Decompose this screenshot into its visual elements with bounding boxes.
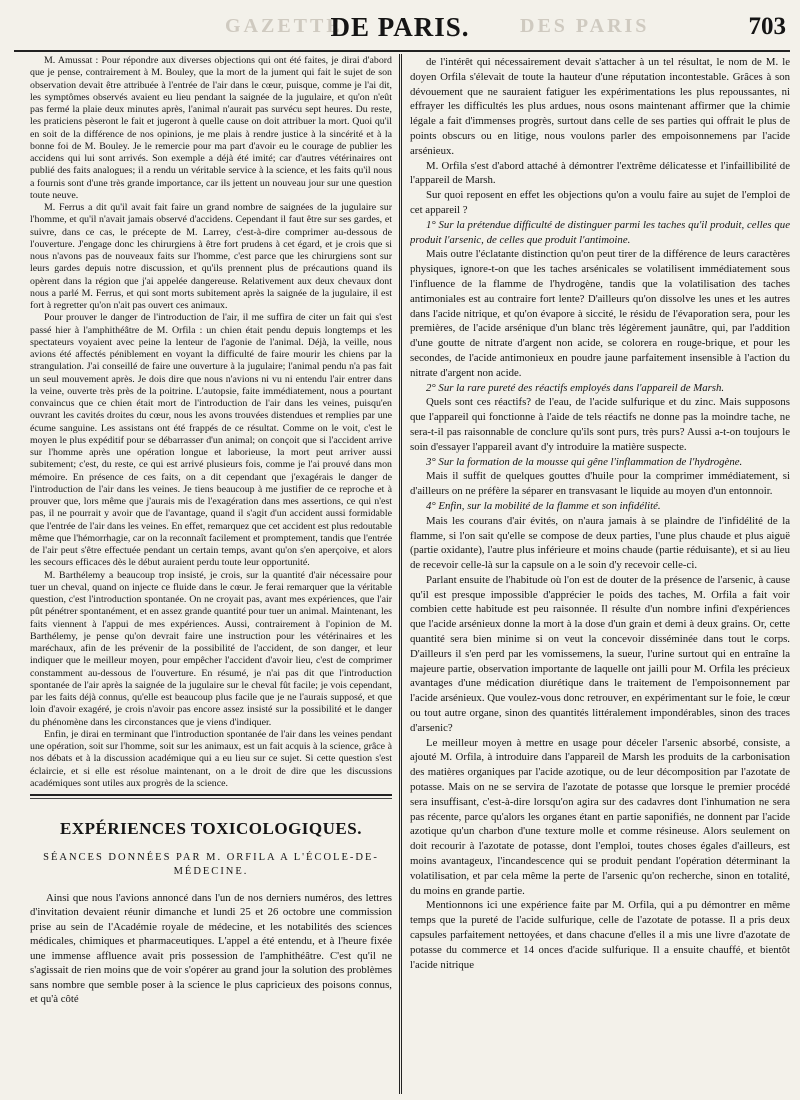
- left-column: [30, 55, 392, 1095]
- paragraph: M. Barthélemy a beaucoup trop insisté, je crois, sur la quantité d'air nécessaire pour tuer un cheval, quand on injecte ce fluide dans le cœur. Je ferai remarquer que la véritable question, c'est l'introduction spontanée. On ne croyait pas, avant mes expériences, que l'air pût pénétrer spontanément, et en assez grande quantité pour tuer un animal. Maintenant, les faits viennent à l'appui de mes expériences. Aussi, contrairement à l'opinion de M. Barthélemy, je pense qu'on devrait faire une instruction pour les vétérinaires et les maréchaux, afin de les prévenir de la possibilité de l'accident, de son danger, et leur indiquer que le meilleur moyen, pour empêcher l'accident d'avoir lieu, c'est de comprimer constamment au-dessous de l'ouverture. En résumé, je n'ai pas dit que l'introduction spontanée de l'air après la saignée de la jugulaire sur le cheval fût facile; je vois cependant, par les faits déjà connus, qu'elle est beaucoup plus facile que je ne l'aurais supposé, et que loin d'avoir exagéré, je crois n'avoir pas encore assez insisté sur la possibilité et le danger du phénomène dans les circonstances que je viens d'indiquer.: [30, 569, 392, 728]
- discussion-text: [30, 55, 392, 790]
- right-column: [410, 55, 790, 1095]
- column-divider: [399, 54, 402, 1094]
- paragraph: M. Orfila s'est d'abord attaché à démontrer l'extrême délicatesse et l'infaillibilité de l'appareil de Marsh.: [410, 159, 790, 187]
- objection-heading: 3° Sur la formation de la mousse qui gêne l'inflammation de l'hydrogène.: [426, 455, 743, 468]
- paragraph: Mais les courans d'air évités, on n'aura jamais à se plaindre de l'infidélité de la flamme, si l'on sait qu'elle se compose de deux parties, l'une plus chaude et plus aiguë (partie oxidante), l'autre plus inférieure et moins chaude (partie réduisante), et si au lieu de recevoir celle-là sur la capsule on a le soin d'y recevoir celle-ci.: [410, 514, 790, 572]
- paragraph: de l'intérêt qui nécessairement devait s'attacher à un tel résultat, le nom de M. le doyen Orfila s'élevait de toute la hauteur d'une réputation incontestable. Grâces à son dévouement que ne sauraient fatiguer les expérimentations les plus repoussantes, ni effrayer les difficultés les plus ardues, nous osons maintenant affirmer que la chimie légale a fait d'immenses progrès, surtout dans celle de ses parties qui offrait le plus de points obscurs ou en litige, nous voulons parler des empoisonnemens par l'acide arsénieux.: [410, 56, 790, 157]
- paragraph: Parlant ensuite de l'habitude où l'on est de douter de la présence de l'arsenic, à cause qu'il est presque impossible d'apprécier le poids des taches, M. Orfila a fait voir combien cette habitude est peu raisonnée. Il résulte d'un nombre infini d'expériences que l'acide arsénieux donne la mort à la dose d'un grain et demi à deux grains. Or, cette quantité sera bien minime si on veut la concevoir disséminée dans tout le corps. D'ailleurs il s'en perd par les vomissemens, la sueur, l'urine surtout qui en entraîne la majeure partie, observation importante de laquelle ont jailli pour M. Orfila les précieux avantages d'une médication diurétique dans le traitement de l'empoisonnement par l'acide arsénieux. Que voulez-vous donc retrouver, en expérimentant sur le foie, le cœur ou tout autre organe, sinon des quantités littéralement impondérables, sinon des traces d'arsenic?: [410, 573, 790, 734]
- section-separator: [30, 794, 392, 796]
- paragraph: Le meilleur moyen à mettre en usage pour déceler l'arsenic absorbé, consiste, a ajouté M. Orfila, à introduire dans l'appareil de Marsh les produits de la carbonisation des matières organiques par l'acide azotique, ou de leur décomposition par l'azotate de potasse. Mais on ne se servira de l'azotate de potasse que lorsque le premier procédé sera insuffisant, c'est-à-dire lorsqu'on agira sur des cadavres dont l'inhumation ne sera pas récente, parce qu'alors les organes étant en partie saponifiés, ne donnent par l'acide azotique qu'un charbon d'une texture molle et comme résineuse. Alors seulement on doit recourir à l'azotate de potasse, dont l'emploi, toutes choses égales d'ailleurs, est moins avantageux, l'incandescence qui se produit pendant l'opération déterminant la volatilisation, et par cela même la perte de l'arsenic qu'on recherche, sinon en totalité, du moins en grande partie.: [410, 736, 790, 897]
- page-number: 703: [748, 13, 786, 40]
- section-subtitle: SÉANCES DONNÉES PAR M. ORFILA A L'ÉCOLE-DE-MÉDECINE.: [43, 852, 379, 877]
- section-separator-thin: [30, 798, 392, 799]
- objection-heading: 1° Sur la prétendue difficulté de distinguer parmi les taches qu'il produit, celles que produit l'arsenic, de celles que produit l'antimoine.: [410, 218, 790, 246]
- bleed-through-text-right: DES PARIS: [520, 15, 650, 37]
- paragraph: Ainsi que nous l'avions annoncé dans l'un de nos derniers numéros, des lettres d'invitation devaient réunir dimanche et lundi 25 et 26 octobre une commission prise au sein de l'Académie royale de médecine, et les notabilités des sciences médicales, chimiques et pharmaceutiques. L'appel a été entendu, et à l'heure fixée une immense affluence avait pris possession de l'amphithéâtre. C'est qu'il ne s'agissait de rien moins que de voir s'opérer au grand jour la solution des problèmes sans nombre que semble poser à la science le plus capricieux des poisons connus, et qu'à côté: [30, 892, 392, 1006]
- section-text: [30, 891, 392, 1007]
- objection-heading: 4° Enfin, sur la mobilité de la flamme et son infidélité.: [426, 499, 661, 512]
- paragraph: Quels sont ces réactifs? de l'eau, de l'acide sulfurique et du zinc. Mais supposons que l'appareil qui fonctionne à l'aide de tels réactifs ne donne pas la moindre tache, ne sera-t-il pas raisonnable de conclure qu'ils sont purs, très purs? Aussi a-t-on toujours le soin d'essayer l'appareil avant d'y introduire la matière suspecte.: [410, 396, 790, 453]
- running-title: DE PARIS.: [330, 12, 470, 42]
- paragraph: M. Amussat : Pour répondre aux diverses objections qui ont été faites, je dirai d'abord que je pense, contrairement à M. Bouley, que la mort de la jument qui fait le sujet de son observation devait être attribuée à l'entrée de l'air dans le cœur, puisque, comme je l'ai dit, les symptômes observés avaient eu lieu pendant la saignée de la jugulaire, et qu'on n'eût pas fermé la plaie deux minutes après, l'animal n'aurait pas survécu sept heures. Du reste, les praticiens pèseront le fait et jugeront à quelle cause on doit attribuer la mort. Quoi qu'il en soit de la différence de nos opinions, je me plais à rendre justice à la sincérité et à la bonne foi de M. Bouley. Je le remercie pour ma part d'avoir eu le courage de publier les accidens qui lui sont arrivés. Son exemple a déjà été imité; car d'autres vétérinaires ont publié des faits analogues; il a rendu un véritable service à la science, et les faits qu'il nous a fournis sont d'une très grande importance, car ils jettent un nouveau jour sur une question toute neuve.: [30, 55, 392, 201]
- paragraph: Mais il suffit de quelques gouttes d'huile pour la comprimer immédiatement, si d'ailleurs on ne préfère la séparer en transvasant le liquide au moyen d'un entonnoir.: [410, 470, 790, 498]
- page-header: [0, 0, 800, 60]
- paragraph: Enfin, je dirai en terminant que l'introduction spontanée de l'air dans les veines pendant une opération, soit sur l'homme, soit sur les animaux, est un fait acquis à la science, grâce à nos débats et à la discussion académique qui a eu lieu sur ce sujet. Si cette question s'est éclaircie, et si elle est résolue maintenant, on a le droit de dire que les discussions académiques sont utiles aux progrès de la science.: [30, 728, 392, 789]
- paragraph: Mais outre l'éclatante distinction qu'on peut tirer de la différence de leurs caractères physiques, ignore-t-on que les taches arsénicales se volatilisent immédiatement sous l'influence de la flamme de l'hydrogène, tandis que la volatilisation des taches antimoniales est au contraire fort lente? D'ailleurs qu'on dissolve les unes et les autres dans l'acide nitrique, et qu'on évapore à siccité, le résidu de l'évaporation sera, pour les premières, de l'acide arsénique d'un blanc très légèrement jaunâtre, qui, par l'addition d'une goutte de nitrate d'argent non acide, se colorera en rouge-brique, et pour les secondes, de l'acide antimonieux en poudre jaune parfaitement insensible à l'action du nitrate d'argent non acide.: [410, 248, 790, 379]
- paragraph: Sur quoi reposent en effet les objections qu'on a voulu faire au sujet de l'emploi de cet appareil ?: [410, 189, 790, 216]
- bleed-through-text-left: GAZETTE: [225, 15, 343, 37]
- header-rule: [14, 50, 790, 52]
- paragraph: Mentionnons ici une expérience faite par M. Orfila, qui a pu démontrer en même temps que la pureté de l'acide sulfurique, celle de l'azotate de potasse. Il a pris deux capsules parfaitement nettoyées, et dans chacune d'elles il a mis une livre d'azotate de potasse du commerce et 14 onces d'acide sulfurique. Il a ensuite chauffé, et bientôt l'acide nitrique: [410, 899, 790, 971]
- paragraph: M. Ferrus a dit qu'il avait fait faire un grand nombre de saignées de la jugulaire sur l'homme, et qu'il n'avait jamais observé d'accidens. Cependant il faut être sur ses gardes, et suivre, dans ce cas, le précepte de M. Larrey, c'est-à-dire comprimer au-dessous de l'ouverture. J'engage donc les chirurgiens à être fort prudens à cet égard, et je crois que si nous n'avons pas de nouveaux faits sur l'homme, c'est parce que les chirurgiens sont sur leurs gardes depuis notre discussion, et qu'ils prennent plus de précautions quand ils opèrent dans la région que j'ai appelée dangereuse. Relativement aux deux chevaux dont nous a parlé M. Ferrus, et qui sont morts subitement après la saignée de la jugulaire, il est fort à regretter qu'on n'ait pas ouvert ces animaux.: [30, 202, 392, 311]
- paragraph: Pour prouver le danger de l'introduction de l'air, il me suffira de citer un fait qui s'est passé hier à l'amphithéâtre de M. Orfila : un chien était pendu depuis longtemps et les spectateurs voyaient avec peine la lenteur de l'agonie de l'animal. Déjà, la veille, nous avions été affectés péniblement en voyant la difficulté de faire mourir les chiens par la strangulation. J'ai conseillé de faire une ouverture à la jugulaire; l'animal pendu n'a pas fait un seul mouvement après. Je dois dire que nous n'avions ni vu ni entendu l'air entrer dans la veine, ouverte très près de la poitrine. L'autopsie, faite immédiatement, nous a pourtant convaincus que ce chien était mort de l'introduction de l'air dans les veines, puisqu'en ouvrant les cavités droites du cœur, nous les avons trouvées distendues et remplies par une écume sanguine. Les assistans ont été frappés de ce résultat. Comme on le voit, c'est le moyen le plus expéditif pour se débarrasser d'un animal; on conçoit que si l'accident arrive sur l'homme après une opération longue et laborieuse, la mort peut arriver aussi subitement; c'est, du reste, ce qui est arrivé plusieurs fois, comme je l'ai prouvé dans mon mémoire. En présence de ces faits, on a dit cependant que j'exagérais le danger de l'introduction de l'air dans les veines. Je tiens beaucoup à me justifier de ce reproche et à prouver que, lors même que j'aurais mis de l'exagération dans mes assertions, ce qui n'est pas, il ne pourrait y avoir que de l'avantage, quand il s'agit d'un accident aussi formidable que l'entrée de l'air dans les veines. En effet, remarquez que cet accident est plus redoutable même que l'hémorrhagie, car on la reconnaît facilement et promptement, tandis que l'entrée de l'air peut s'être effectuée pendant un certain temps, avant qu'on s'en aperçoive, et alors les secours efficaces dès le début auraient perdu toute leur opportunité.: [30, 312, 392, 569]
- section-title: EXPÉRIENCES TOXICOLOGIQUES.: [60, 819, 362, 838]
- objection-heading: 2° Sur la rare pureté des réactifs employés dans l'appareil de Marsh.: [426, 381, 725, 394]
